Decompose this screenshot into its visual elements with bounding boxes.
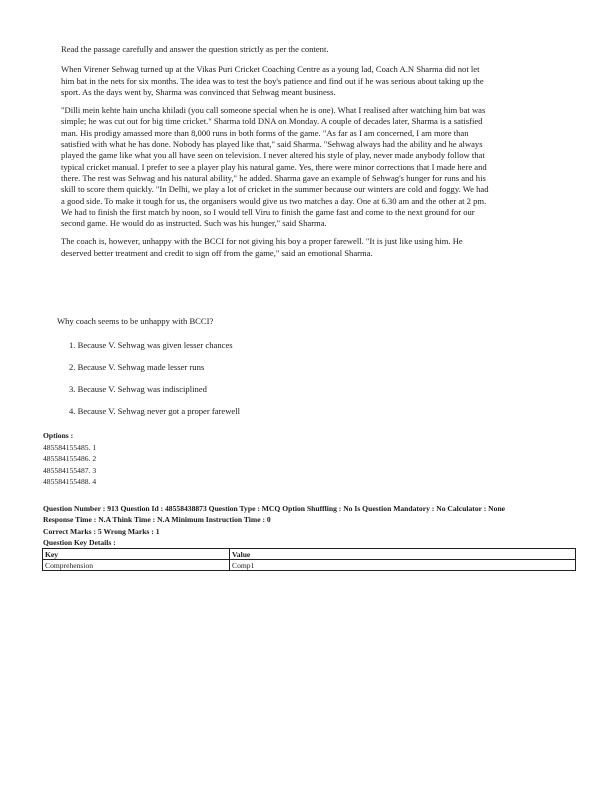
question [57, 316, 477, 428]
table-cell-value: Comp1 [230, 560, 576, 571]
choice-item: 4. Because V. Sehwag never got a proper farewell [69, 406, 241, 416]
option-id: 485584155488. 4 [43, 477, 97, 487]
choice-list [57, 340, 477, 416]
table-header-value: Value [230, 549, 576, 560]
passage-paragraph-3: The coach is, however, unhappy with the BCCI for not giving his boy a proper farewell. "It is just like using him. He deserved better treatment and credit to sign off from the game," said an emotional Sharma. [61, 236, 463, 258]
options [43, 430, 96, 488]
key-details-table [42, 548, 576, 571]
passage-paragraph-1: When Virener Sehwag turned up at the Vikas Puri Cricket Coaching Centre as a young lad, Coach A.N Sharma did not let him bat in the nets for six months. The idea was to test the boy's patience and find out if he was serious about taking up the sport. As the days went by, Sharma was convinced that Sehwag meant business. [61, 64, 484, 97]
meta-key-details-title: Question Key Details : [43, 537, 116, 547]
table-header-row [43, 549, 576, 560]
question-text: Why coach seems to be unhappy with BCCI? [57, 316, 214, 326]
meta-question-info: Question Number : 913 Question Id : 48558438873 Question Type : MCQ Option Shuffling : No Is Question Mandatory : No Calculator : None [43, 504, 506, 513]
meta-marks-info: Correct Marks : 5 Wrong Marks : 1 [43, 526, 160, 536]
table-cell-key: Comprehension [43, 560, 230, 571]
choice-item: 1. Because V. Sehwag was given lesser chances [69, 340, 233, 350]
option-id: 485584155485. 1 [43, 442, 97, 452]
table-header-key: Key [43, 549, 230, 560]
option-id: 485584155486. 2 [43, 454, 97, 464]
passage-instruction: Read the passage carefully and answer the question strictly as per the content. [61, 44, 329, 54]
table-row [43, 560, 576, 571]
option-id: 485584155487. 3 [43, 465, 97, 475]
options-title: Options : [43, 431, 74, 440]
passage [61, 44, 491, 266]
choice-item: 2. Because V. Sehwag made lesser runs [69, 362, 205, 372]
question-meta [43, 503, 575, 548]
choice-item: 3. Because V. Sehwag was indisciplined [69, 384, 207, 394]
passage-paragraph-2: "Dilli mein kehte hain uncha khiladi (you call someone special when he is one). What I realised after watching him bat was simple; he was cut out for big time cricket." Sharma told DNA on Monday. A couple of decades later, Sharma is a satisfied man. His prodigy amassed more than 8,000 runs in both forms of the game. "As far as I am concerned, I am more than satisfied with what he has done. Nobody has played like that," said Sharma. "Sehwag always had the ability and he always played the game like what you all have seen on television. I never altered his style of play, never made anybody follow that typical cricket manual. I prefer to see a player play his natural game. Yes, there were minor corrections that I made here and there. The rest was Sehwag and his natural ability," he added. Sharma gave an example of Sehwag's hunger for runs and his skill to score them quickly. "In Delhi, we play a lot of cricket in the summer because our winters are cold and foggy. We had a good side. To make it tough for us, the organisers would give us two matches a day. One at 6.30 am and the other at 2 pm. We had to finish the first match by noon, so I would tell Viru to finish the game fast and come to the next ground for our second game. He would do as instructed. Such was his hunger," said Sharma. [61, 105, 489, 229]
meta-timing-info: Response Time : N.A Think Time : N.A Minimum Instruction Time : 0 [43, 515, 271, 525]
